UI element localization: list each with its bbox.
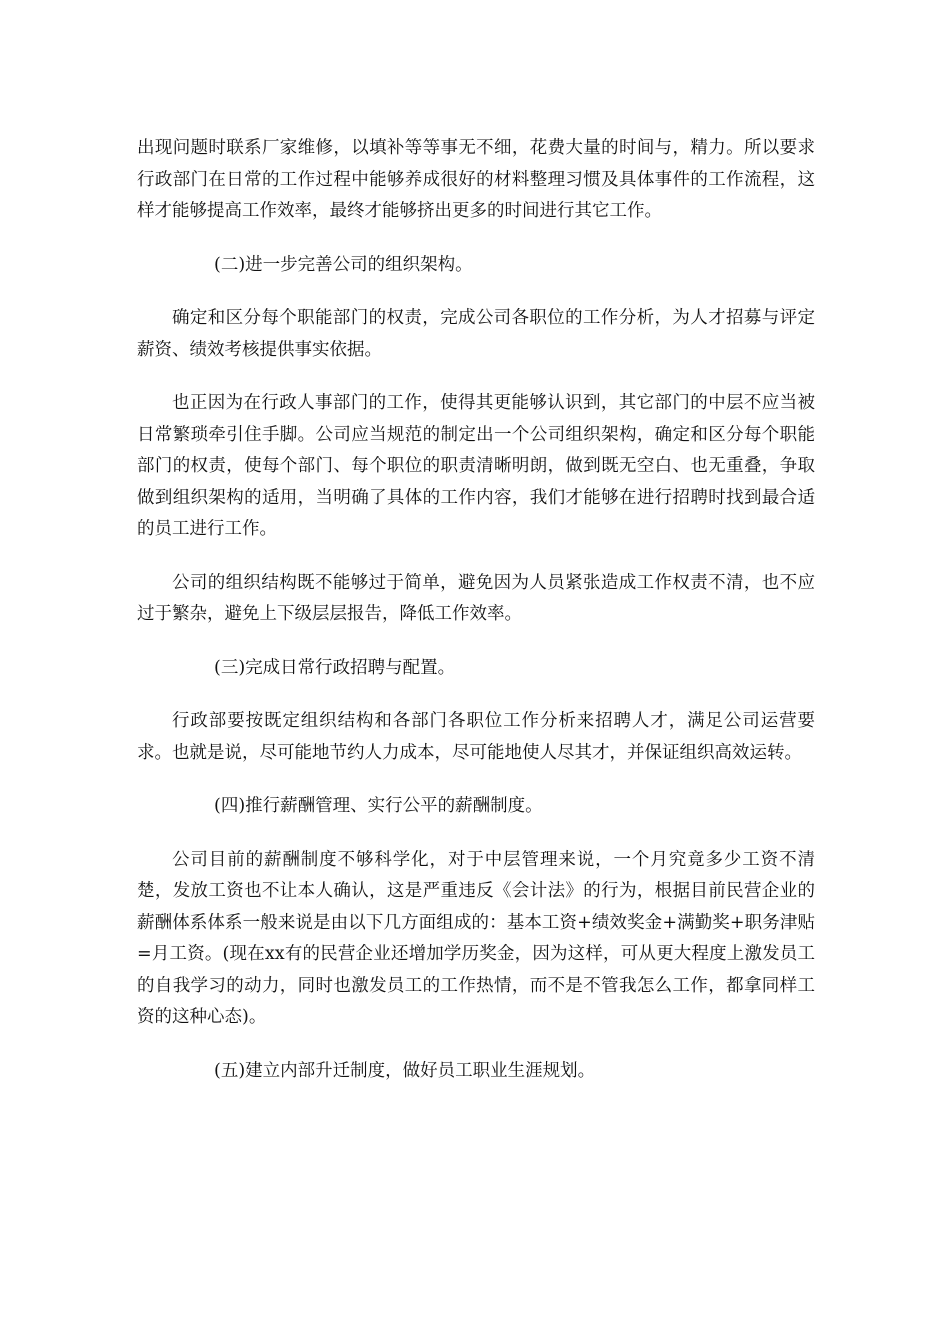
section-heading-5: (五)建立内部升迁制度，做好员工职业生涯规划。 xyxy=(214,1060,596,1081)
paragraph-org-structure: 也正因为在行政人事部门的工作，使得其更能够认识到，其它部门的中层不应当被日常繁琐牵引住手脚。公司应当规范的制定出一个公司组织架构，确定和区分每个职能部门的权责，使每个部门、每个职位的职责清晰明朗，做到既无空白、也无重叠，争取做到组织架构的适用，当明确了具体的工作内容，我们才能够在进行招聘时找到最合适的员工进行工作。 xyxy=(137,393,815,539)
section-heading-4: (四)推行薪酬管理、实行公平的薪酬制度。 xyxy=(214,796,543,816)
paragraph-recruitment: 行政部要按既定组织结构和各部门各职位工作分析来招聘人才，满足公司运营要求。也就是说，尽可能地节约人力成本，尽可能地使人尽其才，并保证组织高效运转。 xyxy=(137,711,815,763)
paragraph-responsibilities: 确定和区分每个职能部门的权责，完成公司各职位的工作分析，为人才招募与评定薪资、绩效考核提供事实依据。 xyxy=(137,308,815,360)
paragraph-org-complexity: 公司的组织结构既不能够过于简单，避免因为人员紧张造成工作权责不清，也不应过于繁杂，避免上下级层层报告，降低工作效率。 xyxy=(137,572,815,624)
section-heading-2: (二)进一步完善公司的组织架构。 xyxy=(214,254,473,275)
paragraph-salary: 公司目前的薪酬制度不够科学化，对于中层管理来说，一个月究竟多少工资不清楚，发放工资也不让本人确认，这是严重违反《会计法》的行为，根据目前民营企业的薪酬体系体系一般来说是由以下几方面组成的：基本工资+绩效奖金+满勤奖+职务津贴=月工资。(现在xx有的民营企业还增加学历奖金，因为这样，可从更大程度上激发员工的自我学习的动力，同时也激发员工的工作热情，而不是不管我怎么工作，都拿同样工资的这种心态)。 xyxy=(137,849,815,1027)
paragraph-continuation: 出现问题时联系厂家维修，以填补等等事无不细，花费大量的时间与，精力。所以要求行政部门在日常的工作过程中能够养成很好的材料整理习惯及具体事件的工作流程，这样才能够提高工作效率，最终才能够挤出更多的时间进行其它工作。 xyxy=(137,138,815,221)
section-heading-3: (三)完成日常行政招聘与配置。 xyxy=(214,657,456,678)
document-body xyxy=(137,133,815,1109)
